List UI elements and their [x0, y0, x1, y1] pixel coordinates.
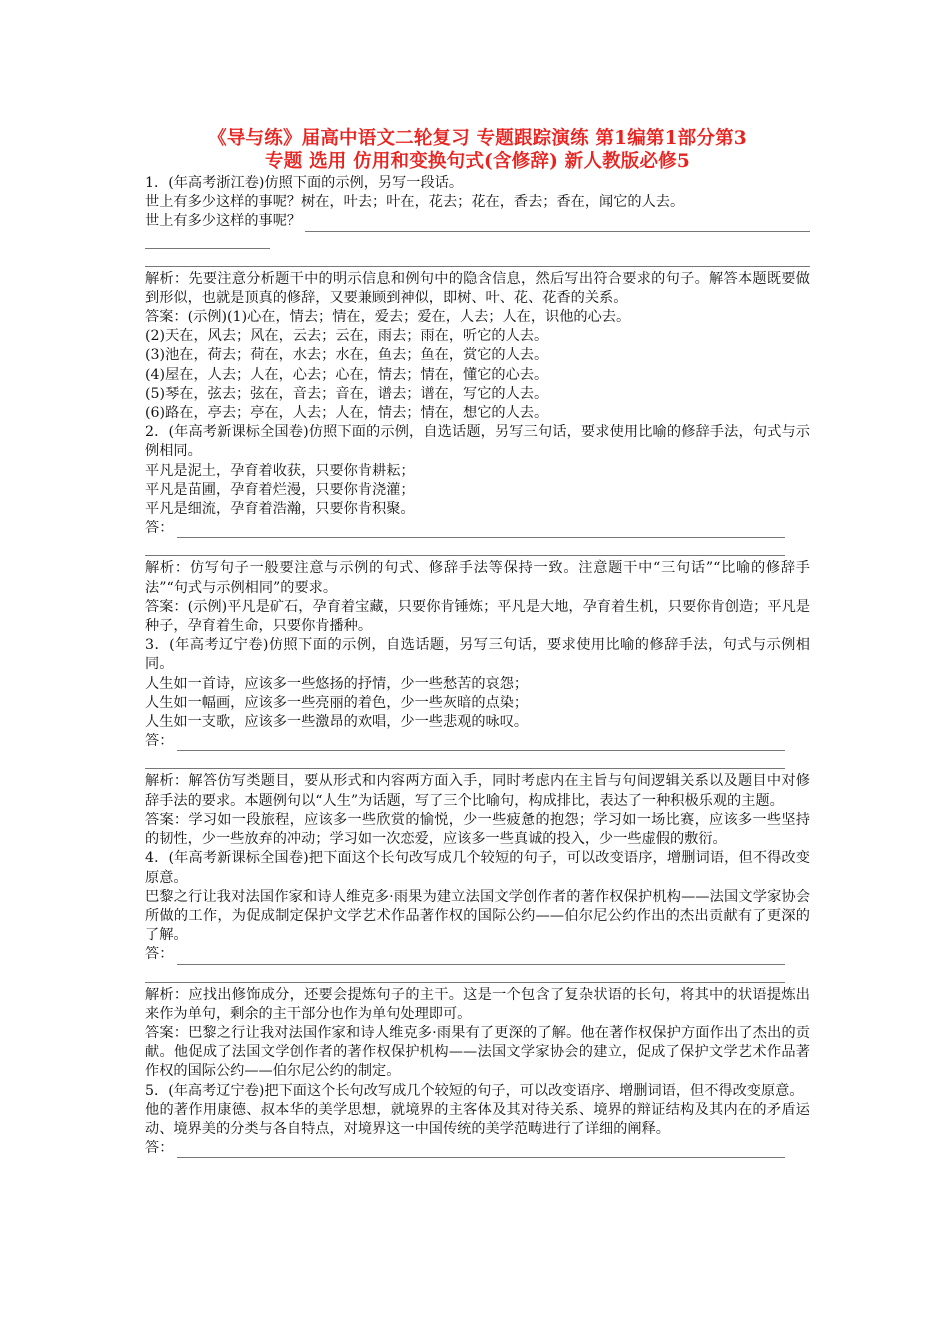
answer-label: 答： — [145, 1140, 174, 1157]
question-2 — [145, 423, 810, 636]
answer-text: 答案：巴黎之行让我对法国作家和诗人维克多·雨果有了更深的了解。他在著作权保护方面作出了杰出的贡献。他促成了法国文学创作者的著作权保护机构——法国文学家协会的建立，促成了保护文学艺术作品著作权的国际公约——伯尔尼公约的制定。 — [145, 1024, 810, 1080]
question-stem: 2．(年高考新课标全国卷)仿照下面的示例，自选话题，另写三句话，要求使用比喻的修辞手法，句式与示例相同。 — [145, 424, 810, 460]
passage-text: 他的著作用康德、叔本华的美学思想，就境界的主客体及其对待关系、境界的辩证结构及其内在的矛盾运动、境界美的分类与各自特点，对境界这一中国传统的美学范畴进行了详细的阐释。 — [145, 1101, 810, 1137]
example-text: 人生如一支歌，应该多一些激昂的欢唱，少一些悲观的咏叹。 — [145, 714, 529, 731]
answer-label: 答： — [145, 520, 174, 537]
question-5 — [145, 1082, 810, 1159]
analysis-text: 解析：先要注意分析题干中的明示信息和例句中的隐含信息，然后写出符合要求的句子。解答本题既要做到形似，也就是顶真的修辞，又要兼顾到神似，即树、叶、花、花香的关系。 — [145, 270, 810, 306]
answer-blank-extra[interactable] — [145, 538, 785, 556]
answer-text: (6)路在，亭去；亭在，人去；人在，情去；情在，想它的人去。 — [145, 405, 549, 422]
answer-text: (3)池在，荷去；荷在，水去；水在，鱼去；鱼在，赏它的人去。 — [145, 347, 549, 364]
answer-line — [145, 945, 785, 964]
analysis-text: 解析：解答仿写类题目，要从形式和内容两方面入手，同时考虑内在主旨与句间逻辑关系以及题目中对修辞手法的要求。本题例句以“人生”为话题，写了三个比喻句，构成排比，表达了一种积极乐观的主题。 — [145, 773, 810, 809]
answer-line — [145, 519, 785, 538]
analysis-text: 解析：应找出修饰成分，还要会提炼句子的主干。这是一个包含了复杂状语的长句，将其中的状语提炼出来作为单句，剩余的主干部分也作为单句处理即可。 — [145, 986, 810, 1022]
answer-text: (5)琴在，弦去；弦在，音去；音在，谱去；谱在，写它的人去。 — [145, 385, 549, 402]
question-stem: 4．(年高考新课标全国卷)把下面这个长句改写成几个较短的句子，可以改变语序，增删词语，但不得改变原意。 — [145, 850, 810, 886]
answer-blank-extra[interactable] — [145, 751, 785, 769]
answer-blank-extra[interactable] — [145, 249, 810, 267]
answer-blank[interactable] — [177, 1145, 785, 1158]
example-text: 平凡是苗圃，孕育着烂漫，只要你肯浇灌； — [145, 481, 415, 498]
example-text: 人生如一幅画，应该多一些亮丽的着色，少一些灰暗的点染； — [145, 694, 529, 711]
answer-line — [145, 732, 785, 751]
answer-line — [145, 1139, 785, 1158]
question-4 — [145, 849, 810, 1081]
question-stem: 1．(年高考浙江卷)仿照下面的示例，另写一段话。 — [145, 175, 464, 191]
passage-text: 巴黎之行让我对法国作家和诗人维克多·雨果为建立法国文学创作者的著作权保护机构——法国文学家协会所做的工作，为促成制定保护文学艺术作品著作权的国际公约——伯尔尼公约作出的杰出贡献有了更深的了解。 — [145, 888, 810, 944]
title-line-2: 专题 选用 仿用和变换句式(含修辞) 新人教版必修5 — [265, 151, 690, 172]
answer-text: 答案：(示例)平凡是矿石，孕育着宝藏，只要你肯锤炼；平凡是大地，孕育着生机，只要你肯创造；平凡是种子，孕育着生命，只要你肯播种。 — [145, 598, 810, 635]
document-title — [145, 127, 810, 173]
answer-blank[interactable] — [177, 738, 785, 751]
answer-text: (2)天在，风去；风在，云去；云在，雨去；雨在，听它的人去。 — [145, 328, 549, 345]
question-3 — [145, 636, 810, 849]
document-page — [145, 127, 810, 1158]
answer-blank-continuation[interactable] — [145, 232, 270, 249]
answer-text: (4)屋在，人去；人在，心去；心在，情去；情在，懂它的心去。 — [145, 366, 549, 383]
title-line-1: 《导与练》届高中语文二轮复习 专题跟踪演练 第1编第1部分第3 — [208, 128, 747, 149]
answer-blank[interactable] — [177, 952, 785, 965]
answer-text: 答案：(示例)(1)心在，情去；情在，爱去；爱在，人去；人在，识他的心去。 — [145, 309, 631, 326]
answer-blank-extra[interactable] — [145, 965, 785, 983]
question-stem: 5．(年高考辽宁卷)把下面这个长句改写成几个较短的句子，可以改变语序、增删词语，但不得改变原意。 — [145, 1082, 804, 1099]
answer-blank[interactable] — [177, 525, 785, 538]
example-text: 平凡是细流，孕育着浩瀚，只要你肯积聚。 — [145, 501, 415, 518]
question-stem: 3．(年高考辽宁卷)仿照下面的示例，自选话题，另写三句话，要求使用比喻的修辞手法，句式与示例相同。 — [145, 637, 810, 673]
answer-line — [145, 212, 810, 231]
answer-prompt: 世上有多少这样的事呢？ — [145, 213, 302, 230]
example-text: 人生如一首诗，应该多一些悠扬的抒情，少一些愁苦的哀怨； — [145, 675, 529, 692]
analysis-text: 解析：仿写句子一般要注意与示例的句式、修辞手法等保持一致。注意题干中“三句话”“比喻的修辞手法”“句式与示例相同”的要求。 — [145, 560, 810, 596]
answer-text: 答案：学习如一段旅程，应该多一些欣赏的愉悦，少一些疲惫的抱怨；学习如一场比赛，应该多一些坚持的韧性，少一些放弃的冲动；学习如一次恋爱，应该多一些真诚的投入，少一些虚假的敷衍。 — [145, 811, 810, 848]
answer-label: 答： — [145, 733, 174, 750]
answer-label: 答： — [145, 946, 174, 963]
answer-blank[interactable] — [305, 219, 810, 232]
question-1 — [145, 174, 810, 423]
example-text: 平凡是泥土，孕育着收获，只要你肯耕耘； — [145, 462, 415, 479]
example-text: 世上有多少这样的事呢？树在，叶去；叶在，花去；花在，香去；香在，闻它的人去。 — [145, 194, 685, 211]
